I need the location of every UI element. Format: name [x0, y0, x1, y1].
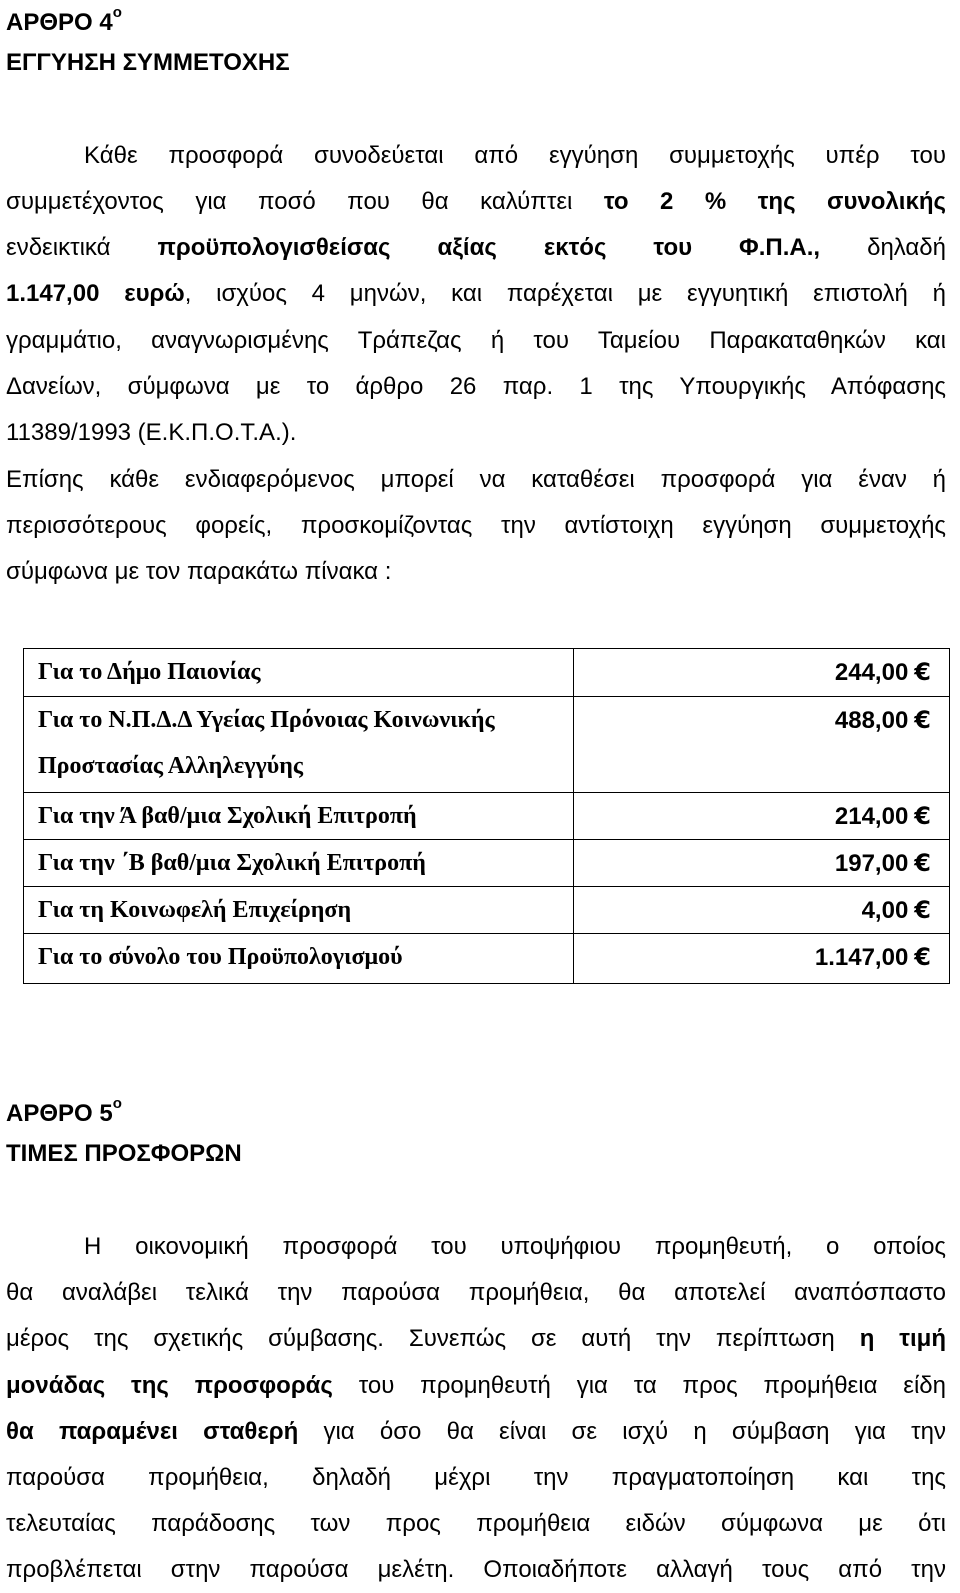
amount-value: 197,00 [834, 850, 909, 877]
article4-title: ΕΓΓΥΗΣΗ ΣΥΜΜΕΤΟΧΗΣ [6, 49, 290, 76]
article5-heading-sup: ο [112, 1095, 122, 1112]
euro-icon: € [914, 802, 931, 830]
amount-value: 214,00 [834, 803, 909, 830]
article4-heading-text: ΑΡΘΡΟ 4 [6, 9, 113, 36]
text-span: δηλαδή [820, 234, 947, 261]
article5-line8: προβλέπεται στην παρούσα μελέτη. Οποιαδήποτε αλλαγή τους από την [6, 1556, 946, 1583]
table-amount-cell [574, 887, 950, 934]
table-amount-cell [574, 649, 950, 697]
article4-p2-line2: περισσότερους φορείς, προσκομίζοντας την αντίστοιχη εγγύηση συμμετοχής [6, 512, 946, 539]
table-amount-cell [574, 697, 950, 793]
article4-p1-line4 [6, 279, 946, 309]
euro-icon: € [914, 896, 931, 924]
label-line: Προστασίας Αλληλεγγύης [38, 753, 303, 779]
amount-value: 1.147,00 [814, 944, 909, 971]
article5-line4 [6, 1371, 946, 1401]
article5-line6: παρούσα προμήθεια, δηλαδή μέχρι την πραγματοποίηση και της [6, 1464, 946, 1491]
bold-text: θα παραμένει σταθερή [6, 1418, 299, 1445]
article5-line3 [6, 1324, 946, 1354]
bold-text: μονάδας της προσφοράς [6, 1372, 333, 1399]
text-span: του προμηθευτή για τα προς προμήθεια είδη [332, 1372, 946, 1399]
euro-icon: € [914, 849, 931, 877]
article5-line2: θα αναλάβει τελικά την παρούσα προμήθεια, θα αποτελεί αναπόσπαστο [6, 1279, 946, 1306]
article5-title: ΤΙΜΕΣ ΠΡΟΣΦΟΡΩΝ [6, 1140, 242, 1167]
euro-icon: € [914, 706, 931, 734]
euro-icon: € [914, 943, 931, 971]
table-row [24, 934, 950, 984]
euro-icon: € [914, 658, 931, 686]
label-line: Για το Ν.Π.Δ.Δ Υγείας Πρόνοιας Κοινωνικής [38, 707, 495, 733]
table-row [24, 697, 950, 793]
table-amount-cell [574, 934, 950, 984]
article4-p1-line5: γραμμάτιο, αναγνωρισμένης Τράπεζας ή του Ταμείου Παρακαταθηκών και [6, 327, 946, 354]
table-label-cell: Για το Δήμο Παιονίας [24, 649, 574, 697]
table-row [24, 649, 950, 697]
table-amount-cell [574, 793, 950, 840]
table-label-cell: Για τη Κοινωφελή Επιχείρηση [24, 887, 574, 934]
amount-value: 244,00 [834, 659, 909, 686]
article4-p1-line7: 11389/1993 (Ε.Κ.Π.Ο.Τ.Α.). [6, 419, 297, 446]
article4-p1-line1: Κάθε προσφορά συνοδεύεται από εγγύηση συμμετοχής υπέρ του [84, 142, 946, 169]
article4-heading [6, 2, 946, 38]
table-amount-cell [574, 840, 950, 887]
article4-p2-line3: σύμφωνα με τον παρακάτω πίνακα : [6, 558, 392, 585]
article4-p1-line2 [6, 187, 946, 217]
table-label-cell: Για την Ά βαθ/μια Σχολική Επιτροπή [24, 793, 574, 840]
text-span: μέρος της σχετικής σύμβασης. Συνεπώς σε αυτή την περίπτωση [6, 1325, 860, 1352]
article4-p1-line3 [6, 233, 946, 263]
bold-text: το 2 % της συνολικής [603, 188, 946, 215]
table-label-cell: Για την ΄Β βαθ/μια Σχολική Επιτροπή [24, 840, 574, 887]
article4-p2-line1: Επίσης κάθε ενδιαφερόμενος μπορεί να καταθέσει προσφορά για έναν ή [6, 466, 946, 493]
table-row [24, 887, 950, 934]
article5-heading [6, 1093, 946, 1129]
text-span: , ισχύος 4 μηνών, και παρέχεται με εγγυητική επιστολή ή [184, 280, 946, 307]
bold-text: 1.147,00 ευρώ [6, 280, 185, 307]
text-span: για όσο θα είναι σε ισχύ η σύμβαση για την [298, 1418, 946, 1445]
article5-heading-text: ΑΡΘΡΟ 5 [6, 1100, 113, 1127]
table-label-cell: Για το σύνολο του Προϋπολογισμού [24, 934, 574, 984]
article4-p1-line6: Δανείων, σύμφωνα με το άρθρο 26 παρ. 1 της Υπουργικής Απόφασης [6, 373, 946, 400]
table-row [24, 793, 950, 840]
article5-line5 [6, 1417, 946, 1447]
article5-line7: τελευταίας παράδοσης των προς προμήθεια ειδών σύμφωνα με ότι [6, 1510, 946, 1537]
table-row [24, 840, 950, 887]
article4-heading-sup: ο [112, 4, 122, 21]
article5-line1: Η οικονομική προσφορά του υποψήφιου προμηθευτή, ο οποίος [84, 1233, 946, 1260]
amount-value: 488,00 [834, 707, 909, 734]
text-span: ενδεικτικά [6, 234, 158, 261]
guarantee-table [23, 648, 950, 984]
amount-value: 4,00 [861, 897, 909, 924]
bold-text: προϋπολογισθείσας αξίας εκτός του Φ.Π.Α., [157, 234, 821, 261]
bold-text: η τιμή [859, 1325, 946, 1352]
text-span: συμμετέχοντος για ποσό που θα καλύπτει [6, 188, 604, 215]
table-label-cell [24, 697, 574, 793]
